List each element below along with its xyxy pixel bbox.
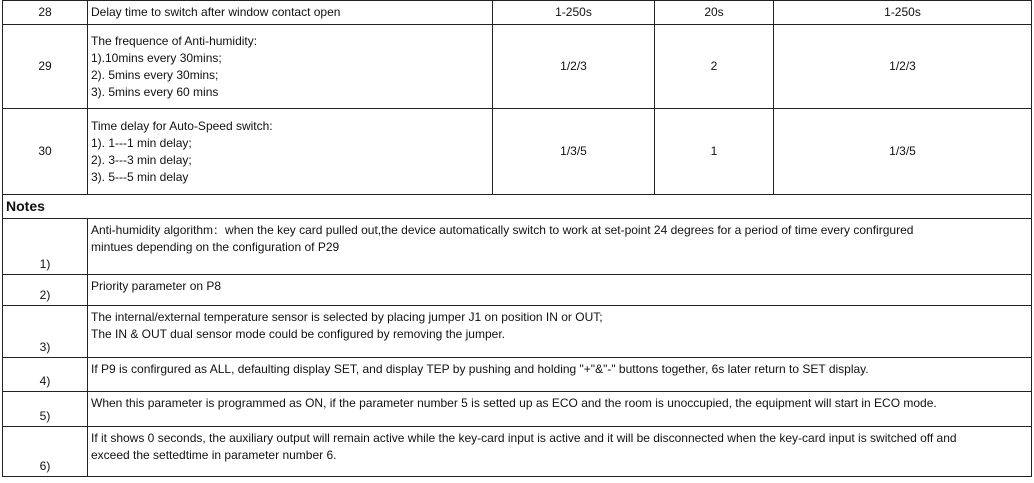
param-range: 1-250s bbox=[493, 1, 655, 25]
description-line: Delay time to switch after window contact open bbox=[91, 5, 341, 19]
param-options: 1/3/5 bbox=[774, 109, 1032, 195]
description-line: 2). 5mins every 30mins; bbox=[91, 67, 219, 82]
param-range: 1/3/5 bbox=[493, 109, 655, 195]
note-number: 3) bbox=[3, 306, 88, 358]
notes-header-row bbox=[3, 195, 1032, 219]
param-options: 1-250s bbox=[774, 1, 1032, 25]
note-row bbox=[3, 306, 1032, 358]
param-number: 30 bbox=[3, 109, 88, 195]
param-default: 2 bbox=[655, 25, 774, 109]
note-number: 6) bbox=[3, 427, 88, 477]
note-text bbox=[88, 219, 1032, 275]
note-line: The IN & OUT dual sensor mode could be configured by removing the jumper. bbox=[91, 327, 505, 341]
note-number: 5) bbox=[3, 392, 88, 427]
description-line: 1).10mins every 30mins; bbox=[91, 50, 222, 65]
note-line: If P9 is confirgured as ALL, defaulting display SET, and display TEP by pushing and holding "+"&"-" buttons together, 6s later return to SET display. bbox=[91, 362, 869, 376]
note-row bbox=[3, 219, 1032, 275]
note-number: 1) bbox=[3, 219, 88, 275]
description-line: 3). 5---5 min delay bbox=[91, 169, 189, 184]
note-line: exceed the settedtime in parameter number 6. bbox=[91, 448, 337, 462]
param-number: 29 bbox=[3, 25, 88, 109]
description-line: 3). 5mins every 60 mins bbox=[91, 84, 219, 99]
description-line: 2). 3---3 min delay; bbox=[91, 152, 192, 167]
note-text bbox=[88, 427, 1032, 477]
param-number: 28 bbox=[3, 1, 88, 25]
description-line: Time delay for Auto-Speed switch: bbox=[91, 118, 273, 133]
note-line: The internal/external temperature sensor is selected by placing jumper J1 on position IN or OUT; bbox=[91, 310, 603, 324]
description-line: 1). 1---1 min delay; bbox=[91, 135, 192, 150]
param-range: 1/2/3 bbox=[493, 25, 655, 109]
notes-title: Notes bbox=[3, 195, 1032, 219]
note-text bbox=[88, 358, 1032, 392]
note-row bbox=[3, 275, 1032, 306]
note-line: Priority parameter on P8 bbox=[91, 279, 222, 293]
param-description bbox=[88, 25, 493, 109]
param-row-28 bbox=[3, 1, 1032, 25]
param-row-30 bbox=[3, 109, 1032, 195]
param-options: 1/2/3 bbox=[774, 25, 1032, 109]
note-number: 2) bbox=[3, 275, 88, 306]
note-row bbox=[3, 427, 1032, 477]
note-text bbox=[88, 275, 1032, 306]
description-line: The frequence of Anti-humidity: bbox=[91, 33, 258, 48]
param-row-29 bbox=[3, 25, 1032, 109]
note-number: 4) bbox=[3, 358, 88, 392]
note-row bbox=[3, 392, 1032, 427]
note-text bbox=[88, 392, 1032, 427]
parameter-table bbox=[2, 0, 1032, 477]
note-line: If it shows 0 seconds, the auxiliary output will remain active while the key-card input is active and it will be disconnected when the key-card input is switched off and bbox=[91, 431, 957, 445]
note-line: mintues depending on the configuration of P29 bbox=[91, 240, 340, 254]
param-description bbox=[88, 109, 493, 195]
param-description bbox=[88, 1, 493, 25]
param-default: 1 bbox=[655, 109, 774, 195]
note-text bbox=[88, 306, 1032, 358]
param-default: 20s bbox=[655, 1, 774, 25]
note-line: Anti-humidity algorithm：when the key card pulled out,the device automatically switch to work at set-point 24 degrees for a period of time every confirgured bbox=[91, 223, 914, 237]
note-line: When this parameter is programmed as ON, if the parameter number 5 is setted up as ECO and the room is unoccupied, the equipment will start in ECO mode. bbox=[91, 396, 937, 410]
note-row bbox=[3, 358, 1032, 392]
